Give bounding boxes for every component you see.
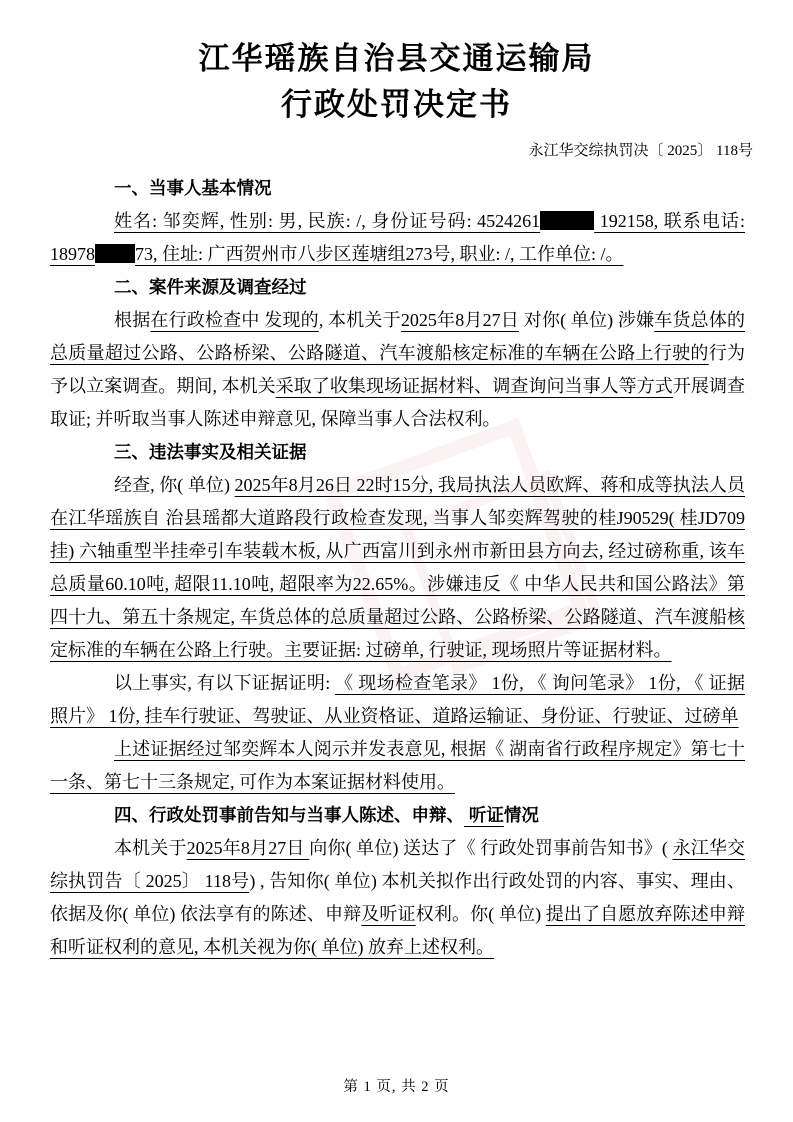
text-run: 对你( 单位) 涉嫌	[519, 310, 655, 330]
page-footer: 第 1 页, 共 2 页	[343, 1079, 450, 1095]
text-run: ) , 告知你( 单位) 本机关拟作出行政处罚的内容、事实、理由、依据及你( 单位) 依法享有的陈述、申辩	[50, 871, 745, 924]
text-run: 2025年8月27日	[186, 838, 310, 858]
text-run: 192158, 联系电话: 18978	[50, 211, 745, 264]
text-run: 权利。你( 单位)	[415, 904, 546, 924]
text-run: 姓名: 邹奕辉, 性别: 男, 民族: /, 身份证号码: 4524261	[114, 211, 541, 231]
redaction-box	[540, 211, 594, 230]
text-run: 听证	[464, 805, 504, 825]
paragraph	[50, 733, 745, 799]
text-run: 开展调查取证; 并听取当事人陈述申辩意见, 保障当事人合法权利。	[50, 376, 746, 429]
text-run: 向你( 单位) 送达了《 行政处罚事前告知书》(	[309, 838, 673, 858]
doc-title-line1: 江华瑶族自治县交通运输局	[198, 41, 595, 76]
section-heading	[50, 271, 745, 304]
text-run: 车货总体的总质量超过公路、公路桥梁、公路隧道、汽车渡船核定标准的车辆在公路上行驶的	[50, 310, 746, 363]
paragraph	[50, 205, 745, 271]
text-run: 三、违法事实及相关证据	[114, 442, 307, 462]
text-run: 以上事实, 有以下证据证明:	[114, 673, 336, 693]
text-run: 情况	[503, 805, 539, 825]
text-run: 经查, 你( 单位)	[114, 475, 235, 495]
text-run: 二、案件来源及调查经过	[114, 277, 307, 297]
text-run: 73, 住址: 广西贺州市八步区莲塘组273号, 职业: /, 工作单位: /。	[135, 244, 624, 264]
text-run: 及听证	[361, 904, 416, 924]
paragraph	[50, 832, 745, 964]
text-run: 一、当事人基本情况	[114, 178, 272, 198]
section-heading	[50, 172, 745, 205]
text-run: 采取了收集现场证据材料、调查询问当事人等方式	[275, 376, 673, 396]
doc-title-line2: 行政处罚决定书	[281, 87, 512, 122]
section-heading	[50, 799, 745, 832]
text-run: , 本机关于	[318, 310, 401, 330]
doc-number: 永江华交综执罚决〔 2025〕 118号	[528, 143, 753, 159]
redaction-box	[95, 244, 135, 263]
text-run: 2025年8月27日	[400, 310, 519, 330]
text-run: 行为予以立案调查。期间, 本机关	[50, 343, 746, 396]
text-run: 永江华交综执罚告〔 2025〕 118号	[50, 838, 746, 891]
document-header	[0, 0, 793, 128]
text-run: 本机关于	[114, 838, 187, 858]
text-run: 根据	[114, 310, 151, 330]
text-run: 提出了自愿放弃陈述申辩和听证权利的意见, 本机关视为你( 单位) 放弃上述权利。	[50, 904, 745, 957]
section-heading	[50, 436, 745, 469]
text-run: 2025年8月26日 22时15分, 我局执法人员欧辉、蒋和成等执法人员在江华瑶族自 治县瑶都大道路段行政检查发现, 当事人邹奕辉驾驶的桂J90529( 桂JD709挂) 六轴重型半挂牵引车装载木板, 从广西富川到永州市新田县方向去, 经过磅称重, 该车总质量60.10吨, 超限11.10吨, 超限率为22.65%。涉嫌违反《 中华人民共和国公路法》第四十九、第五十条规定, 车货总体的总质量超过公路、公路桥梁、公路隧道、汽车渡船核定标准的车辆在公路上行驶。主要证据: 过磅单, 行驶证, 现场照片等证据材料。	[50, 475, 745, 660]
paragraph	[50, 304, 745, 436]
text-run: 《 现场检查笔录》 1份, 《 询问笔录》 1份, 《 证据照片》 1份, 挂车行驶证、驾驶证、从业资格证、道路运输证、身份证、行驶证、过磅单	[50, 673, 746, 726]
doc-body	[0, 162, 793, 964]
text-run: 四、行政处罚事前告知与当事人陈述、申辩、	[114, 805, 464, 825]
paragraph	[50, 667, 745, 733]
text-run: 在行政检查中 发现的	[150, 310, 319, 330]
paragraph	[50, 469, 745, 667]
text-run: 上述证据经过邹奕辉本人阅示并发表意见, 根据《 湖南省行政程序规定》第七十一条、第七十三条规定, 可作为本案证据材料使用。	[50, 739, 745, 792]
